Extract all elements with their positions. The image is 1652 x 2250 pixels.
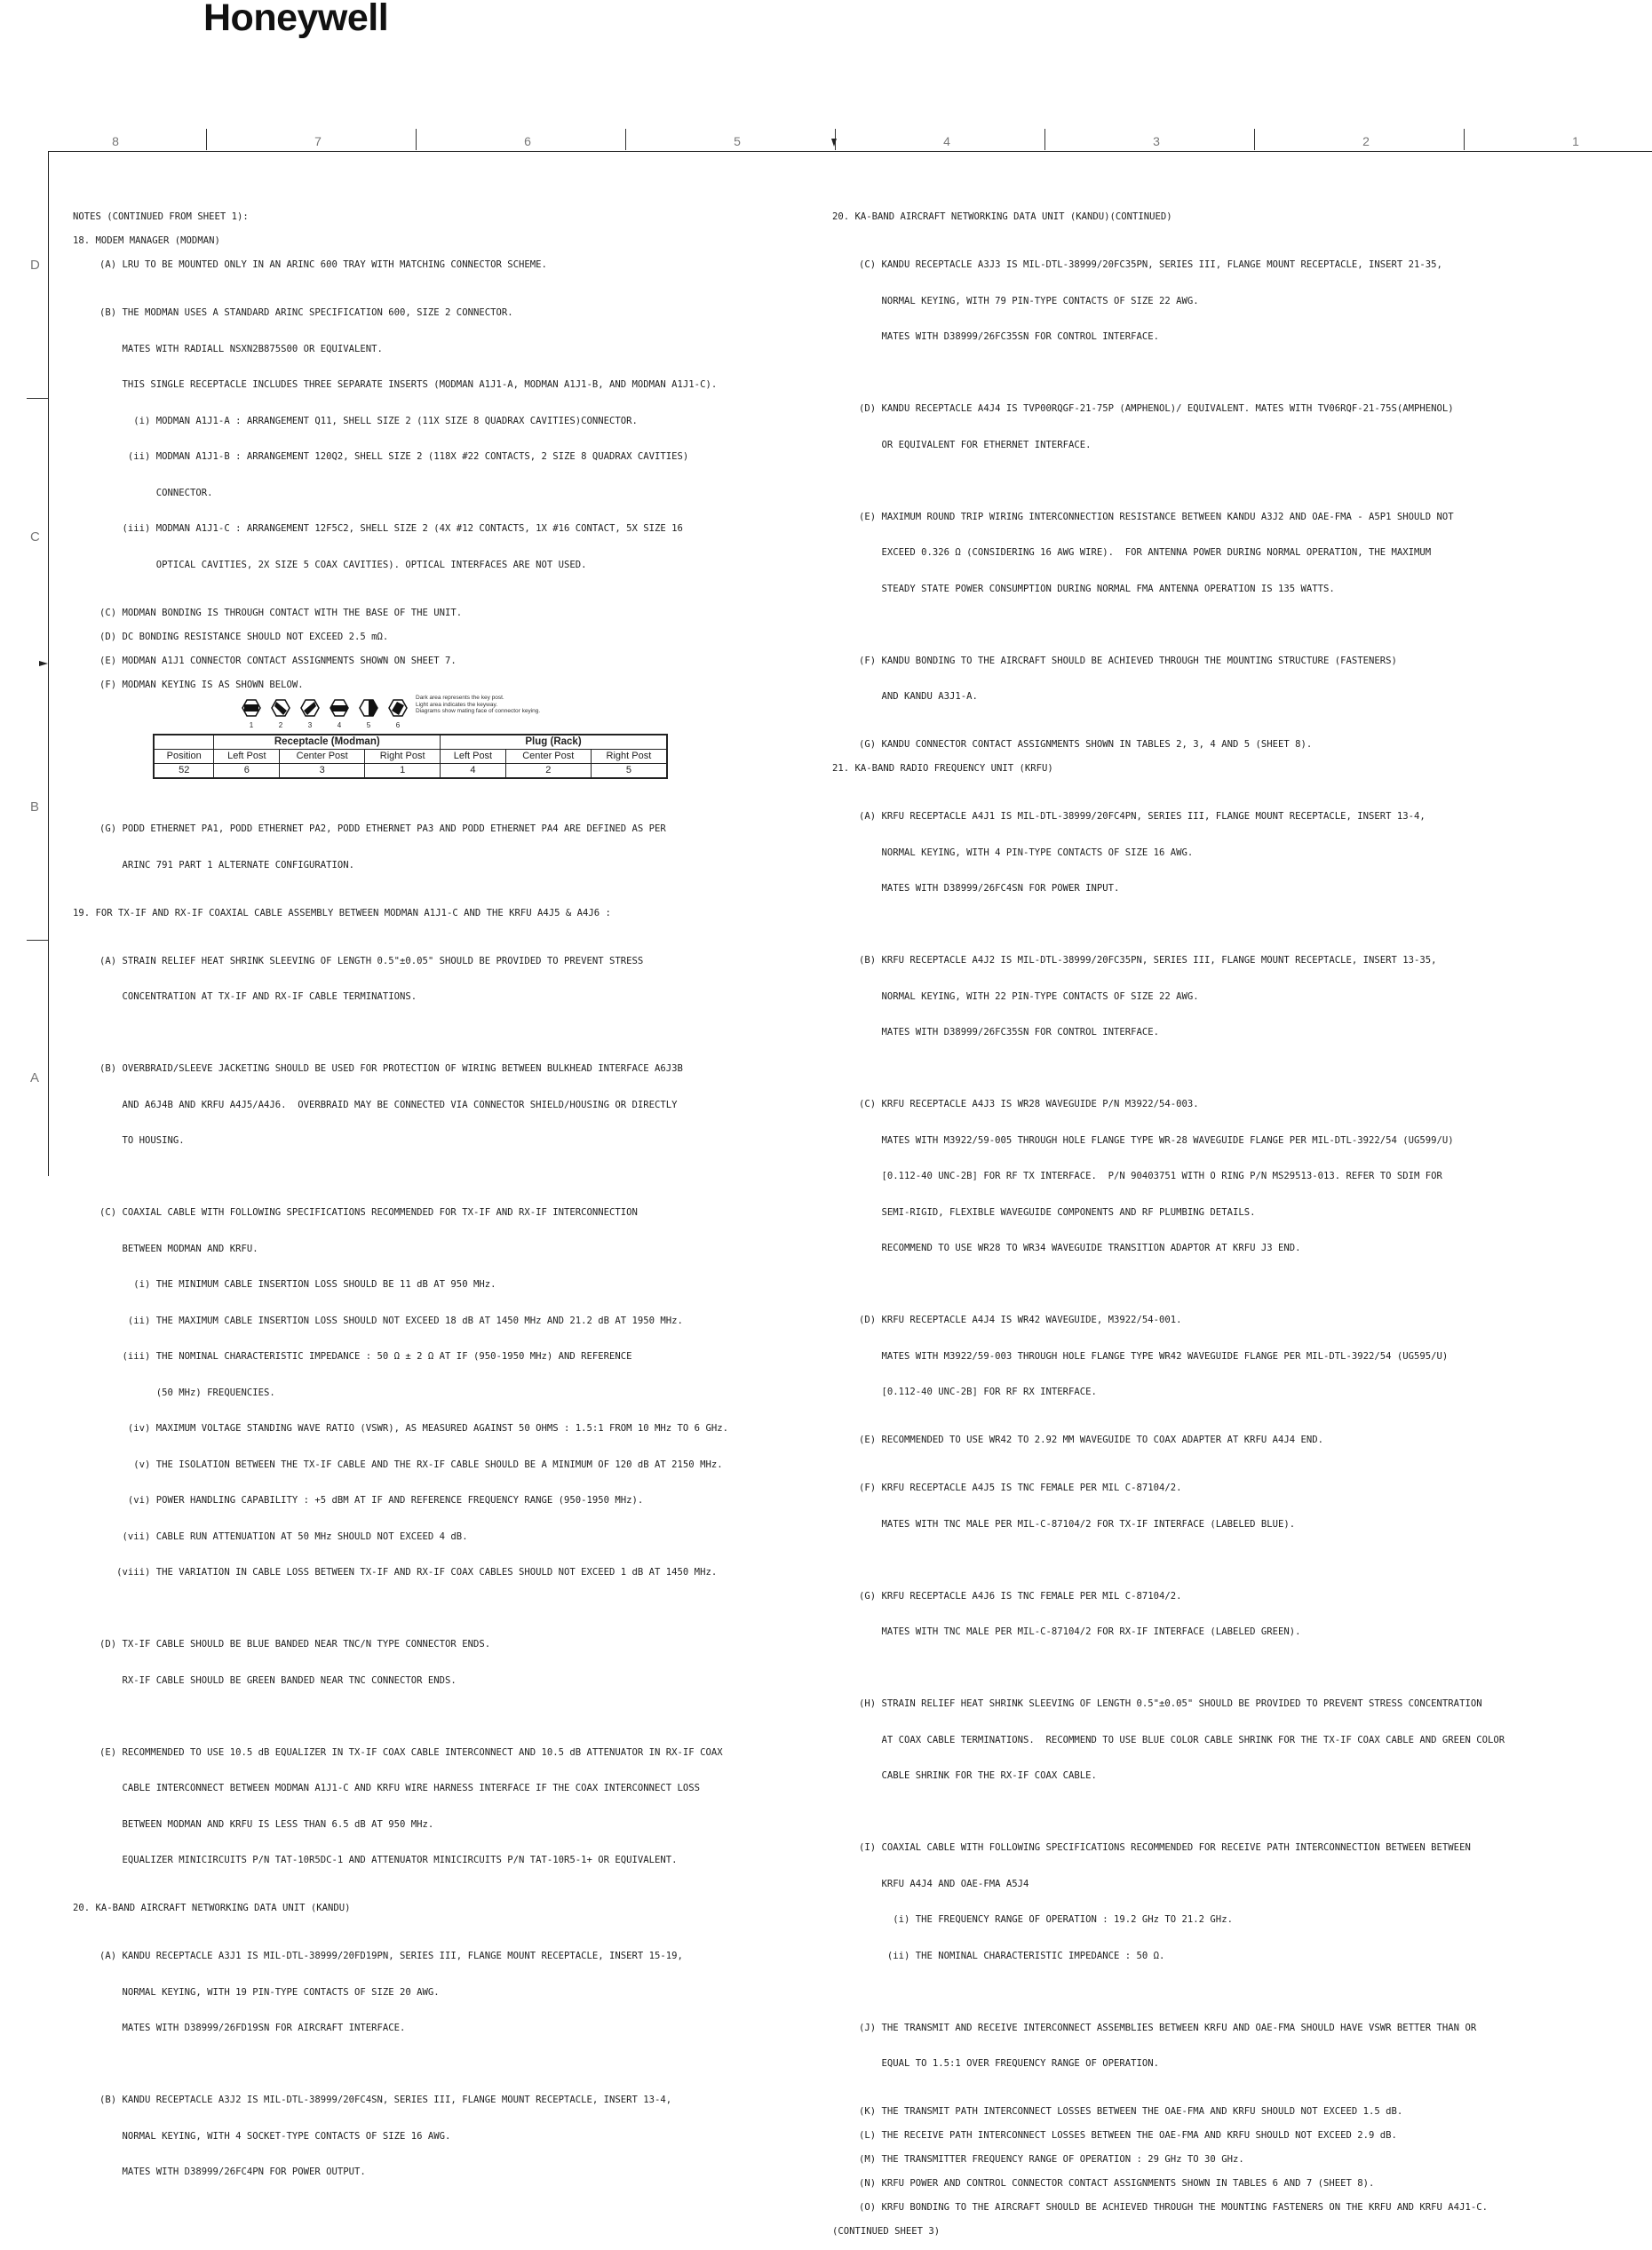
line: NORMAL KEYING, WITH 4 PIN-TYPE CONTACTS OF SIZE 16 AWG. <box>859 847 1194 858</box>
continued-footer: (CONTINUED SHEET 3) <box>832 2226 941 2237</box>
table-cell: 5 <box>591 764 667 779</box>
line: (F) KRFU RECEPTACLE A4J5 IS TNC FEMALE PER MIL C-87104/2. <box>859 1483 1182 1493</box>
line: (iii) MODMAN A1J1-C : ARRANGEMENT 12F5C2, SHELL SIZE 2 (4X #12 CONTACTS, 1X #16 CONTACT, 5X SIZE 16 <box>99 523 683 534</box>
note-18c <box>99 608 837 620</box>
line: [0.112-40 UNC-2B] FOR RF TX INTERFACE. P/N 90403751 WITH O RING P/N MS29513-013. REFER TO SDIM FOR <box>859 1171 1442 1181</box>
line: (H) STRAIN RELIEF HEAT SHRINK SLEEVING OF LENGTH 0.5"±0.05" SHOULD BE PROVIDED TO PREVENT STRESS CONCENTRATION <box>859 1698 1482 1709</box>
line: OPTICAL CAVITIES, 2X SIZE 5 COAX CAVITIES). OPTICAL INTERFACES ARE NOT USED. <box>99 559 587 570</box>
line: (viii) THE VARIATION IN CABLE LOSS BETWEEN TX-IF AND RX-IF COAX CABLES SHOULD NOT EXCEED 1 dB AT 1450 MHz. <box>99 1567 718 1578</box>
note-19b <box>99 1039 837 1172</box>
zone-label: 3 <box>1153 134 1160 148</box>
line: (F) KANDU BONDING TO THE AIRCRAFT SHOULD BE ACHIEVED THROUGH THE MOUNTING STRUCTURE (FASTENERS) <box>859 655 1397 666</box>
note-20b <box>99 2071 837 2203</box>
line: BETWEEN MODMAN AND KRFU IS LESS THAN 6.5 dB AT 950 MHz. <box>99 1818 434 1830</box>
key-position-number: 1 <box>249 721 254 729</box>
line: CABLE INTERCONNECT BETWEEN MODMAN A1J1-C AND KRFU WIRE HARNESS INTERFACE IF THE COAX INTERCONNECT LOSS <box>99 1783 701 1793</box>
center-arrow-right <box>39 661 48 666</box>
zone-tick <box>206 129 207 150</box>
line: OR EQUIVALENT FOR ETHERNET INTERFACE. <box>859 439 1092 450</box>
line: (C) COAXIAL CABLE WITH FOLLOWING SPECIFICATIONS RECOMMENDED FOR TX-IF AND RX-IF INTERCONNECTION <box>99 1207 638 1218</box>
line: MATES WITH D38999/26FC35SN FOR CONTROL INTERFACE. <box>859 331 1160 342</box>
key-hexagon-icon <box>300 698 320 718</box>
note-21d <box>859 1291 1632 1423</box>
note-18e <box>99 656 837 668</box>
zone-label: 4 <box>943 134 950 148</box>
line: MATES WITH M3922/59-005 THROUGH HOLE FLANGE TYPE WR-28 WAVEGUIDE FLANGE PER MIL-DTL-3922/54 (UG599/U) <box>859 1134 1454 1146</box>
line: (B) KANDU RECEPTACLE A3J2 IS MIL-DTL-38999/20FC4SN, SERIES III, FLANGE MOUNT RECEPTACLE, INSERT 13-4, <box>99 2095 672 2105</box>
line: MATES WITH D38999/26FC4PN FOR POWER OUTPUT. <box>99 2167 366 2177</box>
honeywell-logo: Honeywell <box>203 0 389 39</box>
table-header-cell: Center Post <box>280 750 365 764</box>
line: (A) STRAIN RELIEF HEAT SHRINK SLEEVING OF LENGTH 0.5"±0.05" SHOULD BE PROVIDED TO PREVENT STRESS <box>99 955 644 966</box>
line: BETWEEN MODMAN AND KRFU. <box>99 1243 258 1254</box>
note-20-title: 20. KA-BAND AIRCRAFT NETWORKING DATA UNIT (KANDU) <box>73 1903 351 1913</box>
table-header-cell: Right Post <box>365 750 441 764</box>
note-21c <box>859 1075 1632 1279</box>
line: NORMAL KEYING, WITH 22 PIN-TYPE CONTACTS OF SIZE 22 AWG. <box>859 990 1199 1002</box>
note-20c <box>859 235 1632 368</box>
line: (vi) POWER HANDLING CAPABILITY : +5 dBM AT IF AND REFERENCE FREQUENCY RANGE (950-1950 MHz). <box>99 1495 644 1506</box>
keying-symbols <box>242 695 703 734</box>
line: (J) THE TRANSMIT AND RECEIVE INTERCONNECT ASSEMBLIES BETWEEN KRFU AND OAE-FMA SHOULD HAVE VSWR BETTER THAN OR <box>859 2022 1477 2033</box>
line: [0.112-40 UNC-2B] FOR RF RX INTERFACE. <box>859 1387 1097 1397</box>
note-18a <box>99 259 837 272</box>
note-20d <box>859 379 1632 475</box>
line: AND KANDU A3J1-A. <box>859 691 978 702</box>
line: (G) KANDU CONNECTOR CONTACT ASSIGNMENTS SHOWN IN TABLES 2, 3, 4 AND 5 (SHEET 8). <box>859 739 1313 750</box>
center-arrow-down <box>831 139 837 147</box>
line: EXCEED 0.326 Ω (CONSIDERING 16 AWG WIRE). FOR ANTENNA POWER DURING NORMAL OPERATION, THE MAXIMUM <box>859 547 1432 558</box>
note-20-continued-title: 20. KA-BAND AIRCRAFT NETWORKING DATA UNIT (KANDU)(CONTINUED) <box>832 211 1172 222</box>
line: RECOMMEND TO USE WR28 TO WR34 WAVEGUIDE TRANSITION ADAPTOR AT KRFU J3 END. <box>859 1243 1301 1253</box>
keying-table <box>153 734 668 779</box>
line: THIS SINGLE RECEPTACLE INCLUDES THREE SEPARATE INSERTS (MODMAN A1J1-A, MODMAN A1J1-B, AND MODMAN A1J1-C). <box>99 379 718 390</box>
note-21j <box>859 1999 1632 2095</box>
row-tick <box>27 398 48 399</box>
key-hexagon-icon <box>242 698 261 718</box>
note-19e <box>99 1723 837 1891</box>
key-position-number: 4 <box>337 721 342 729</box>
line: RX-IF CABLE SHOULD BE GREEN BANDED NEAR TNC CONNECTOR ENDS. <box>99 1674 457 1686</box>
row-label: C <box>30 529 40 545</box>
zone-tick <box>1254 129 1255 150</box>
table-header-cell: Left Post <box>441 750 506 764</box>
zone-label: 5 <box>734 134 741 148</box>
row-tick <box>27 940 48 941</box>
line: (ii) THE MAXIMUM CABLE INSERTION LOSS SHOULD NOT EXCEED 18 dB AT 1450 MHz AND 21.2 dB AT 1950 MHz. <box>99 1315 683 1326</box>
zone-tick <box>625 129 626 150</box>
table-cell: 1 <box>365 764 441 779</box>
note-18b <box>99 283 837 595</box>
line: (F) MODMAN KEYING IS AS SHOWN BELOW. <box>99 679 304 690</box>
line: NORMAL KEYING, WITH 79 PIN-TYPE CONTACTS OF SIZE 22 AWG. <box>859 295 1199 306</box>
line: (C) KANDU RECEPTACLE A3J3 IS MIL-DTL-38999/20FC35PN, SERIES III, FLANGE MOUNT RECEPTACLE, INSERT 21-35, <box>859 259 1442 270</box>
note-21g <box>859 1567 1632 1663</box>
line: (D) TX-IF CABLE SHOULD BE BLUE BANDED NEAR TNC/N TYPE CONNECTOR ENDS. <box>99 1639 491 1650</box>
line: (ii) THE NOMINAL CHARACTERISTIC IMPEDANCE : 50 Ω. <box>859 1950 1165 1961</box>
notes-right-column <box>832 211 1632 2250</box>
note-19d <box>99 1615 837 1711</box>
key-hexagon-icon <box>271 698 290 718</box>
zone-tick <box>416 129 417 150</box>
table-row <box>154 764 667 779</box>
note-18f <box>99 680 837 692</box>
key-hexagon-icon <box>330 698 349 718</box>
note-19c <box>99 1183 837 1603</box>
table-header-cell: Right Post <box>591 750 667 764</box>
line: MATES WITH D38999/26FD19SN FOR AIRCRAFT INTERFACE. <box>99 2023 406 2033</box>
line: (A) KRFU RECEPTACLE A4J1 IS MIL-DTL-38999/20FC4PN, SERIES III, FLANGE MOUNT RECEPTACLE, INSERT 13-4, <box>859 811 1426 822</box>
note-21h <box>859 1674 1632 1807</box>
note-18d <box>99 632 837 644</box>
plug-group-header: Plug (Rack) <box>441 735 667 750</box>
line: (i) THE MINIMUM CABLE INSERTION LOSS SHOULD BE 11 dB AT 950 MHz. <box>99 1279 496 1290</box>
line: KRFU A4J4 AND OAE-FMA A5J4 <box>859 1878 1029 1889</box>
table-header-cell: Position <box>154 750 214 764</box>
line: STEADY STATE POWER CONSUMPTION DURING NORMAL FMA ANTENNA OPERATION IS 135 WATTS. <box>859 583 1335 594</box>
note-21k <box>859 2106 1632 2119</box>
line: (N) KRFU POWER AND CONTROL CONNECTOR CONTACT ASSIGNMENTS SHOWN IN TABLES 6 AND 7 (SHEET 8). <box>859 2178 1375 2189</box>
table-header-cell: Left Post <box>214 750 280 764</box>
line: (C) MODMAN BONDING IS THROUGH CONTACT WITH THE BASE OF THE UNIT. <box>99 607 463 618</box>
note-21f <box>859 1459 1632 1554</box>
zone-tick <box>1464 129 1465 150</box>
line: TO HOUSING. <box>99 1135 185 1146</box>
line: (i) MODMAN A1J1-A : ARRANGEMENT Q11, SHELL SIZE 2 (11X SIZE 8 QUADRAX CAVITIES)CONNECTOR. <box>99 415 638 426</box>
note-19-title: 19. FOR TX-IF AND RX-IF COAXIAL CABLE ASSEMBLY BETWEEN MODMAN A1J1-C AND THE KRFU A4J5 & A4J6 : <box>73 907 611 918</box>
zone-label: 8 <box>112 134 119 148</box>
table-cell: 4 <box>441 764 506 779</box>
line: EQUALIZER MINICIRCUITS P/N TAT-10R5DC-1 AND ATTENUATOR MINICIRCUITS P/N TAT-10R5-1+ OR EQUIVALENT. <box>99 1855 678 1865</box>
line: ARINC 791 PART 1 ALTERNATE CONFIGURATION. <box>99 859 355 871</box>
zone-ruler <box>48 129 1652 152</box>
note-21b <box>859 931 1632 1063</box>
line: (i) THE FREQUENCY RANGE OF OPERATION : 19.2 GHz TO 21.2 GHz. <box>859 1914 1233 1925</box>
line: (L) THE RECEIVE PATH INTERCONNECT LOSSES BETWEEN THE OAE-FMA AND KRFU SHOULD NOT EXCEED 2.9 dB. <box>859 2130 1397 2141</box>
line: (vii) CABLE RUN ATTENUATION AT 50 MHz SHOULD NOT EXCEED 4 dB. <box>99 1530 468 1542</box>
line: AT COAX CABLE TERMINATIONS. RECOMMEND TO USE BLUE COLOR CABLE SHRINK FOR THE TX-IF COAX CABLE AND GREEN COLOR <box>859 1734 1505 1745</box>
line: (K) THE TRANSMIT PATH INTERCONNECT LOSSES BETWEEN THE OAE-FMA AND KRFU SHOULD NOT EXCEED 1.5 dB. <box>859 2106 1403 2117</box>
line: (50 MHz) FREQUENCIES. <box>99 1387 275 1398</box>
line: (B) KRFU RECEPTACLE A4J2 IS MIL-DTL-38999/20FC35PN, SERIES III, FLANGE MOUNT RECEPTACLE, INSERT 13-35, <box>859 955 1437 966</box>
notes-header: NOTES (CONTINUED FROM SHEET 1): <box>73 211 249 222</box>
line: (I) COAXIAL CABLE WITH FOLLOWING SPECIFICATIONS RECOMMENDED FOR RECEIVE PATH INTERCONNECTION BETWEEN BETWEEN <box>859 1842 1471 1853</box>
line: MATES WITH D38999/26FC4SN FOR POWER INPUT. <box>859 883 1120 894</box>
notes-left-column <box>73 211 837 2214</box>
table-cell: 6 <box>214 764 280 779</box>
line: (D) KRFU RECEPTACLE A4J4 IS WR42 WAVEGUIDE, M3922/54-001. <box>859 1315 1182 1325</box>
line: CONCENTRATION AT TX-IF AND RX-IF CABLE TERMINATIONS. <box>99 991 417 1002</box>
note-20a <box>99 1927 837 2059</box>
note-21-title: 21. KA-BAND RADIO FREQUENCY UNIT (KRFU) <box>832 763 1053 774</box>
line: (iv) MAXIMUM VOLTAGE STANDING WAVE RATIO (VSWR), AS MEASURED AGAINST 50 OHMS : 1.5:1 FROM 10 MHz TO 6 GHz. <box>99 1423 728 1434</box>
table-group-header-row <box>154 735 667 750</box>
table-cell <box>154 735 214 750</box>
table-cell: 2 <box>505 764 591 779</box>
line: (M) THE TRANSMITTER FREQUENCY RANGE OF OPERATION : 29 GHz TO 30 GHz. <box>859 2154 1244 2165</box>
line: (C) KRFU RECEPTACLE A4J3 IS WR28 WAVEGUIDE P/N M3922/54-003. <box>859 1099 1199 1109</box>
line: EQUAL TO 1.5:1 OVER FREQUENCY RANGE OF OPERATION. <box>859 2058 1160 2069</box>
line: (A) KANDU RECEPTACLE A3J1 IS MIL-DTL-38999/20FD19PN, SERIES III, FLANGE MOUNT RECEPTACLE, INSERT 15-19, <box>99 1951 683 1961</box>
note-21a <box>859 787 1632 919</box>
line: (B) OVERBRAID/SLEEVE JACKETING SHOULD BE USED FOR PROTECTION OF WIRING BETWEEN BULKHEAD INTERFACE A6J3B <box>99 1063 683 1074</box>
table-cell: 3 <box>280 764 365 779</box>
row-label: D <box>30 258 40 273</box>
line: AND A6J4B AND KRFU A4J5/A4J6. OVERBRAID MAY BE CONNECTED VIA CONNECTOR SHIELD/HOUSING OR DIRECTLY <box>99 1099 678 1110</box>
note-20f <box>859 632 1632 727</box>
key-position-number: 5 <box>366 721 371 729</box>
key-position-number: 6 <box>395 721 401 729</box>
zone-tick <box>1044 129 1045 150</box>
line: (E) MAXIMUM ROUND TRIP WIRING INTERCONNECTION RESISTANCE BETWEEN KANDU A3J2 AND OAE-FMA - A5P1 SHOULD NOT <box>859 511 1454 522</box>
zone-label: 2 <box>1362 134 1370 148</box>
line: (G) KRFU RECEPTACLE A4J6 IS TNC FEMALE PER MIL C-87104/2. <box>859 1590 1182 1602</box>
receptacle-group-header: Receptacle (Modman) <box>214 735 441 750</box>
line: (ii) MODMAN A1J1-B : ARRANGEMENT 120Q2, SHELL SIZE 2 (118X #22 CONTACTS, 2 SIZE 8 QUADRAX CAVITIES) <box>99 451 689 462</box>
line: MATES WITH TNC MALE PER MIL-C-87104/2 FOR TX-IF INTERFACE (LABELED BLUE). <box>859 1518 1296 1530</box>
frame-left-border <box>48 151 49 1176</box>
zone-label: 1 <box>1572 134 1579 148</box>
table-cell: 52 <box>154 764 214 779</box>
line: (B) THE MODMAN USES A STANDARD ARINC SPECIFICATION 600, SIZE 2 CONNECTOR. <box>99 307 513 318</box>
note-21l <box>859 2130 1632 2143</box>
note-21m <box>859 2154 1632 2167</box>
line: NORMAL KEYING, WITH 19 PIN-TYPE CONTACTS OF SIZE 20 AWG. <box>99 1986 440 1998</box>
note-21e <box>859 1435 1632 1447</box>
zone-label: 7 <box>314 134 322 148</box>
line: MATES WITH TNC MALE PER MIL-C-87104/2 FOR RX-IF INTERFACE (LABELED GREEN). <box>859 1626 1301 1637</box>
modman-keying-diagram <box>153 695 703 787</box>
note-20e <box>859 488 1632 620</box>
key-hexagon-icon <box>359 698 378 718</box>
key-hexagon-icon <box>388 698 408 718</box>
line: CABLE SHRINK FOR THE RX-IF COAX CABLE. <box>859 1770 1097 1781</box>
frame-top-border <box>48 151 1652 152</box>
note-18g <box>99 799 837 895</box>
line: (E) RECOMMENDED TO USE 10.5 dB EQUALIZER IN TX-IF COAX CABLE INTERCONNECT AND 10.5 dB ATTENUATOR IN RX-IF COAX <box>99 1746 723 1758</box>
note-19a <box>99 932 837 1028</box>
row-label: A <box>30 1070 40 1085</box>
note-21i <box>859 1818 1632 1986</box>
row-label: B <box>30 799 40 815</box>
table-header-cell: Center Post <box>505 750 591 764</box>
line: (A) LRU TO BE MOUNTED ONLY IN AN ARINC 600 TRAY WITH MATCHING CONNECTOR SCHEME. <box>99 259 547 270</box>
key-position-number: 3 <box>307 721 313 729</box>
line: (v) THE ISOLATION BETWEEN THE TX-IF CABLE AND THE RX-IF CABLE SHOULD BE A MINIMUM OF 120 dB AT 2150 MHz. <box>99 1459 723 1470</box>
line: SEMI-RIGID, FLEXIBLE WAVEGUIDE COMPONENTS AND RF PLUMBING DETAILS. <box>859 1206 1256 1218</box>
note-20g <box>859 739 1632 751</box>
zone-label: 6 <box>524 134 531 148</box>
line: (O) KRFU BONDING TO THE AIRCRAFT SHOULD BE ACHIEVED THROUGH THE MOUNTING FASTENERS ON THE KRFU AND KRFU A4J1-C. <box>859 2202 1488 2213</box>
line: (E) MODMAN A1J1 CONNECTOR CONTACT ASSIGNMENTS SHOWN ON SHEET 7. <box>99 655 457 666</box>
line: NORMAL KEYING, WITH 4 SOCKET-TYPE CONTACTS OF SIZE 16 AWG. <box>99 2130 451 2142</box>
line: (E) RECOMMENDED TO USE WR42 TO 2.92 MM WAVEGUIDE TO COAX ADAPTER AT KRFU A4J4 END. <box>859 1435 1323 1445</box>
note-21n <box>859 2178 1632 2190</box>
line: MATES WITH M3922/59-003 THROUGH HOLE FLANGE TYPE WR42 WAVEGUIDE FLANGE PER MIL-DTL-3922/54 (UG595/U) <box>859 1350 1449 1362</box>
keying-legend: Dark area represents the key post. Light area indicates the keyway. Diagrams show mating face of connector keying. <box>416 695 541 714</box>
line: (G) PODD ETHERNET PA1, PODD ETHERNET PA2, PODD ETHERNET PA3 AND PODD ETHERNET PA4 ARE DEFINED AS PER <box>99 823 666 834</box>
line: CONNECTOR. <box>99 487 213 498</box>
key-position-number: 2 <box>278 721 283 729</box>
table-header-row <box>154 750 667 764</box>
line: (iii) THE NOMINAL CHARACTERISTIC IMPEDANCE : 50 Ω ± 2 Ω AT IF (950-1950 MHz) AND REFERENCE <box>99 1351 632 1362</box>
line: (D) KANDU RECEPTACLE A4J4 IS TVP00RQGF-21-75P (AMPHENOL)/ EQUIVALENT. MATES WITH TV06RQF-21-75S(AMPHENOL) <box>859 403 1454 414</box>
note-18-title: 18. MODEM MANAGER (MODMAN) <box>73 235 220 246</box>
line: MATES WITH RADIALL NSXN2B875S00 OR EQUIVALENT. <box>99 343 383 354</box>
line: (D) DC BONDING RESISTANCE SHOULD NOT EXCEED 2.5 mΩ. <box>99 631 389 642</box>
note-21o <box>859 2202 1632 2214</box>
line: MATES WITH D38999/26FC35SN FOR CONTROL INTERFACE. <box>859 1027 1160 1038</box>
